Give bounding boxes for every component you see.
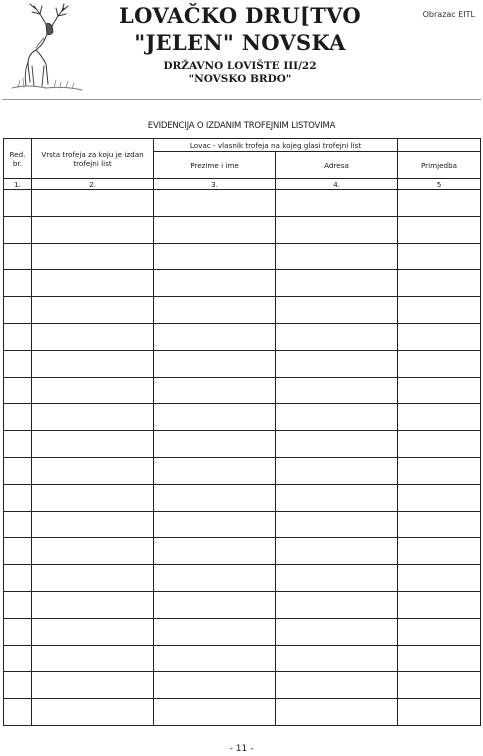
- address-cell: [276, 538, 398, 565]
- table-row: [4, 377, 481, 404]
- address-cell: [276, 511, 398, 538]
- note-cell: [398, 538, 481, 565]
- table-row: [4, 699, 481, 726]
- table-row: [4, 565, 481, 592]
- ordinal-cell: [4, 431, 32, 458]
- column-number: 2.: [32, 179, 154, 190]
- column-header-name: Prezime i ime: [154, 152, 276, 179]
- trophy-type-cell: [32, 350, 154, 377]
- ordinal-cell: [4, 565, 32, 592]
- note-cell: [398, 431, 481, 458]
- name-cell: [154, 645, 276, 672]
- name-cell: [154, 216, 276, 243]
- table-row: [4, 484, 481, 511]
- table-row: [4, 591, 481, 618]
- trophy-type-cell: [32, 672, 154, 699]
- note-cell: [398, 350, 481, 377]
- address-cell: [276, 484, 398, 511]
- ordinal-cell: [4, 377, 32, 404]
- table-row: [4, 431, 481, 458]
- address-cell: [276, 323, 398, 350]
- address-cell: [276, 457, 398, 484]
- ordinal-cell: [4, 243, 32, 270]
- organization-name: [90, 2, 390, 56]
- ordinal-cell: [4, 645, 32, 672]
- table-row: [4, 190, 481, 217]
- note-cell: [398, 699, 481, 726]
- column-header-trophy-type: Vrsta trofeja za koju je izdan trofejni list: [32, 139, 154, 179]
- name-cell: [154, 323, 276, 350]
- note-cell: [398, 377, 481, 404]
- organization-name-line1: LOVAČKO DRU[TVO: [119, 3, 361, 28]
- trophy-type-cell: [32, 216, 154, 243]
- note-cell: [398, 297, 481, 324]
- trophy-type-cell: [32, 565, 154, 592]
- note-cell: [398, 591, 481, 618]
- column-number-row: [4, 179, 481, 190]
- name-cell: [154, 699, 276, 726]
- trophy-type-cell: [32, 323, 154, 350]
- page-number: - 11 -: [229, 744, 254, 754]
- note-cell: [398, 618, 481, 645]
- ordinal-cell: [4, 618, 32, 645]
- trophy-type-cell: [32, 538, 154, 565]
- stag-logo-icon: [6, 2, 86, 92]
- address-cell: [276, 645, 398, 672]
- name-cell: [154, 431, 276, 458]
- form-code: Obrazac EITL: [422, 10, 475, 19]
- name-cell: [154, 565, 276, 592]
- address-cell: [276, 565, 398, 592]
- table-row: [4, 404, 481, 431]
- ordinal-cell: [4, 323, 32, 350]
- column-header-note: Primjedba: [398, 152, 481, 179]
- ordinal-cell: [4, 591, 32, 618]
- note-cell: [398, 216, 481, 243]
- column-number: 1.: [4, 179, 32, 190]
- note-cell: [398, 484, 481, 511]
- note-cell: [398, 672, 481, 699]
- address-cell: [276, 190, 398, 217]
- column-number: 4.: [276, 179, 398, 190]
- address-cell: [276, 270, 398, 297]
- column-header-address: Adresa: [276, 152, 398, 179]
- table-row: [4, 350, 481, 377]
- table-row: [4, 672, 481, 699]
- name-cell: [154, 484, 276, 511]
- name-cell: [154, 297, 276, 324]
- trophy-type-cell: [32, 431, 154, 458]
- ordinal-cell: [4, 270, 32, 297]
- ordinal-cell: [4, 404, 32, 431]
- ordinal-cell: [4, 216, 32, 243]
- column-number: 3.: [154, 179, 276, 190]
- name-cell: [154, 377, 276, 404]
- column-header-ordinal: Red. br.: [4, 139, 32, 179]
- name-cell: [154, 243, 276, 270]
- document-title: EVIDENCIJA O IZDANIM TROFEJNIM LISTOVIMA: [147, 121, 336, 131]
- organization-name-line2: "JELEN" NOVSKA: [134, 30, 346, 55]
- hunting-ground-line1: DRŽAVNO LOVIŠTE III/22: [163, 60, 317, 72]
- name-cell: [154, 591, 276, 618]
- name-cell: [154, 350, 276, 377]
- note-cell: [398, 404, 481, 431]
- table-row: [4, 243, 481, 270]
- ordinal-cell: [4, 350, 32, 377]
- note-cell: [398, 243, 481, 270]
- table-row: [4, 538, 481, 565]
- table-row: [4, 216, 481, 243]
- ordinal-cell: [4, 484, 32, 511]
- ordinal-cell: [4, 457, 32, 484]
- trophy-type-cell: [32, 457, 154, 484]
- table-row: [4, 457, 481, 484]
- name-cell: [154, 270, 276, 297]
- note-cell: [398, 645, 481, 672]
- table-row: [4, 323, 481, 350]
- ordinal-cell: [4, 190, 32, 217]
- address-cell: [276, 404, 398, 431]
- column-header-note-top: [398, 139, 481, 152]
- note-cell: [398, 190, 481, 217]
- trophy-type-cell: [32, 297, 154, 324]
- trophy-type-cell: [32, 377, 154, 404]
- trophy-type-cell: [32, 618, 154, 645]
- table-row: [4, 511, 481, 538]
- trophy-type-cell: [32, 699, 154, 726]
- ordinal-cell: [4, 699, 32, 726]
- address-cell: [276, 431, 398, 458]
- address-cell: [276, 243, 398, 270]
- name-cell: [154, 618, 276, 645]
- address-cell: [276, 699, 398, 726]
- column-group-header-hunter: Lovac - vlasnik trofeja na kojeg glasi trofejni list: [154, 139, 398, 152]
- address-cell: [276, 618, 398, 645]
- note-cell: [398, 511, 481, 538]
- table-row: [4, 618, 481, 645]
- name-cell: [154, 457, 276, 484]
- trophy-type-cell: [32, 591, 154, 618]
- header-divider: [2, 99, 481, 100]
- name-cell: [154, 404, 276, 431]
- address-cell: [276, 297, 398, 324]
- note-cell: [398, 270, 481, 297]
- ordinal-cell: [4, 538, 32, 565]
- column-number: 5: [398, 179, 481, 190]
- note-cell: [398, 565, 481, 592]
- name-cell: [154, 672, 276, 699]
- table-row: [4, 270, 481, 297]
- address-cell: [276, 672, 398, 699]
- trophy-type-cell: [32, 484, 154, 511]
- note-cell: [398, 323, 481, 350]
- ordinal-cell: [4, 297, 32, 324]
- hunting-ground-line2: "NOVSKO BRDO": [188, 73, 292, 85]
- address-cell: [276, 377, 398, 404]
- name-cell: [154, 511, 276, 538]
- note-cell: [398, 457, 481, 484]
- table-row: [4, 645, 481, 672]
- address-cell: [276, 350, 398, 377]
- trophy-certificate-ledger-table: [3, 138, 481, 726]
- ordinal-cell: [4, 511, 32, 538]
- ledger-body: [4, 190, 481, 726]
- trophy-type-cell: [32, 270, 154, 297]
- trophy-type-cell: [32, 190, 154, 217]
- trophy-type-cell: [32, 511, 154, 538]
- table-row: [4, 297, 481, 324]
- hunting-ground: [90, 60, 390, 86]
- address-cell: [276, 591, 398, 618]
- address-cell: [276, 216, 398, 243]
- ordinal-cell: [4, 672, 32, 699]
- name-cell: [154, 190, 276, 217]
- trophy-type-cell: [32, 645, 154, 672]
- trophy-type-cell: [32, 243, 154, 270]
- name-cell: [154, 538, 276, 565]
- trophy-type-cell: [32, 404, 154, 431]
